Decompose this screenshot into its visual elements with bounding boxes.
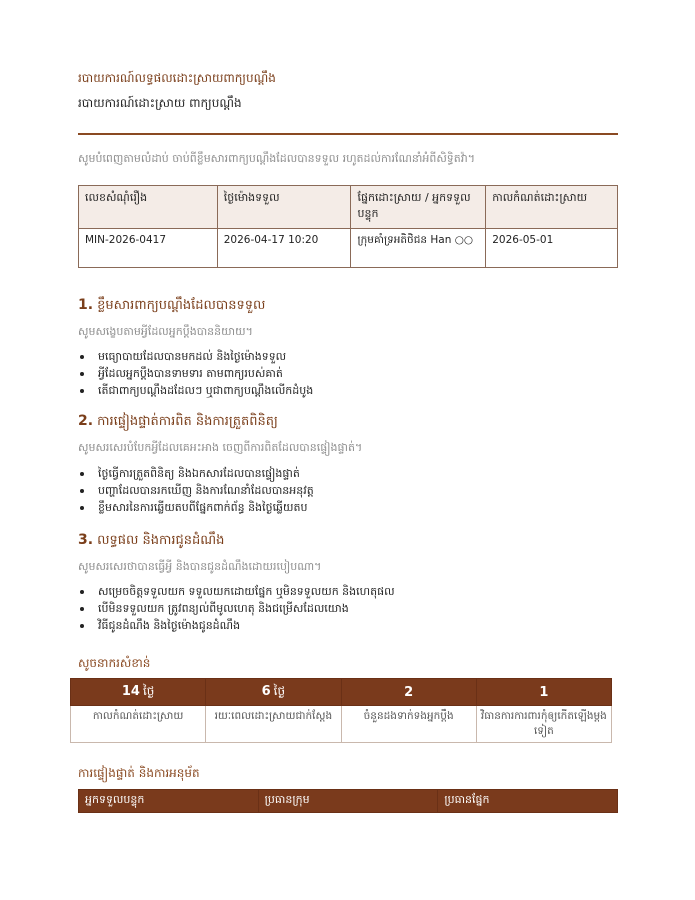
kpi-table xyxy=(70,678,612,743)
approval-department-head: ប្រធានផ្នែក xyxy=(438,790,618,813)
list-item: ខ្លឹមសារនៃការឆ្លើយតបពីផ្នែកពាក់ព័ន្ធ និងថ្ងៃឆ្លើយតប xyxy=(78,499,618,516)
document-subtitle: របាយការណ៍ដោះស្រាយ ពាក្យបណ្ដឹង xyxy=(78,96,242,110)
kpi-label: កាលកំណត់ដោះស្រាយ xyxy=(71,706,206,743)
section-3-title: លទ្ធផល និងការជូនដំណឹង xyxy=(97,533,225,548)
section-3-heading xyxy=(78,532,224,551)
section-3-list xyxy=(78,583,618,634)
case-info-row xyxy=(79,229,618,268)
kpi-value-cell xyxy=(341,679,476,706)
kpi-value-cell xyxy=(206,679,341,706)
header-received-datetime: ថ្ងៃម៉ោងទទួល xyxy=(217,186,351,229)
kpi-unit: ថ្ងៃ xyxy=(142,684,155,698)
kpi-unit: ថ្ងៃ xyxy=(273,684,286,698)
section-1-intro: សូមសង្ខេបតាមអ្វីដែលអ្នកប្ដឹងបាននិយាយ។ xyxy=(78,325,253,338)
kpi-label: ចំនួនដងទាក់ទងអ្នកប្ដឹង xyxy=(341,706,476,743)
section-3-intro: សូមសរសេរថាបានធ្វើអ្វី និងបានជូនដំណឹងដោយរបៀបណា។ xyxy=(78,560,322,573)
kpi-value-row xyxy=(71,679,612,706)
kpi-title: សូចនាករសំខាន់ xyxy=(78,656,151,670)
header-deadline: កាលកំណត់ដោះស្រាយ xyxy=(486,186,618,229)
case-info-header-row xyxy=(79,186,618,229)
handling-department: ក្រុមគាំទ្រអតិថិជន Han ○○ xyxy=(351,229,486,268)
list-item: បើមិនទទួលយក ត្រូវពន្យល់ពីមូលហេតុ និងជម្រើសដែលយោង xyxy=(78,600,618,617)
kpi-value: 14 xyxy=(121,684,140,699)
kpi-label-row xyxy=(71,706,612,743)
list-item: តើជាពាក្យបណ្ដឹងដដែលៗ ឬជាពាក្យបណ្ដឹងលើកដំបូង xyxy=(78,382,618,399)
header-handling-department: ផ្នែកដោះស្រាយ / អ្នកទទួលបន្ទុក xyxy=(351,186,486,229)
section-2-number: 2. xyxy=(78,413,94,429)
received-datetime: 2026-04-17 10:20 xyxy=(217,229,351,268)
list-item: បញ្ហាដែលបានរកឃើញ និងការណែនាំដែលបានអនុវត្ត xyxy=(78,482,618,499)
section-2-intro: សូមសរសេរបំបែកអ្វីដែលគេអះអាង ចេញពីការពិតដែលបានផ្ទៀងផ្ទាត់។ xyxy=(78,441,363,454)
kpi-value: 1 xyxy=(539,684,549,700)
section-3-number: 3. xyxy=(78,532,94,548)
approval-table xyxy=(78,789,618,813)
list-item: វិធីជូនដំណឹង និងថ្ងៃម៉ោងជូនដំណឹង xyxy=(78,617,618,634)
section-2-heading xyxy=(78,413,278,432)
list-item: ថ្ងៃធ្វើការត្រួតពិនិត្យ និងឯកសារដែលបានផ្ទៀងផ្ទាត់ xyxy=(78,465,618,482)
approval-title: ការផ្ទៀងផ្ទាត់ និងការអនុម័ត xyxy=(78,766,200,780)
intro-text: សូមបំពេញតាមលំដាប់ ចាប់ពីខ្លឹមសារពាក្យបណ្ដឹងដែលបានទទួល រហូតដល់ការណែនាំអំពីសិទ្ធិតវ៉ា។ xyxy=(78,152,475,165)
kpi-value: 6 xyxy=(261,684,271,699)
case-info-table xyxy=(78,185,618,268)
kpi-value-cell xyxy=(71,679,206,706)
section-1-number: 1. xyxy=(78,297,94,313)
section-1-title: ខ្លឹមសារពាក្យបណ្ដឹងដែលបានទទួល xyxy=(97,298,266,313)
section-2-list xyxy=(78,465,618,516)
approval-person-in-charge: អ្នកទទួលបន្ទុក xyxy=(79,790,259,813)
section-1-list xyxy=(78,348,618,399)
case-number: MIN-2026-0417 xyxy=(79,229,218,268)
section-2-title: ការផ្ទៀងផ្ទាត់ការពិត និងការត្រួតពិនិត្យ xyxy=(97,414,278,429)
header-divider xyxy=(78,133,618,135)
kpi-label: រយៈពេលដោះស្រាយជាក់ស្ដែង xyxy=(206,706,341,743)
list-item: អ្វីដែលអ្នកប្ដឹងបានទាមទារ តាមពាក្យរបស់គាត់ xyxy=(78,365,618,382)
list-item: មធ្យោបាយដែលបានមកដល់ និងថ្ងៃម៉ោងទទួល xyxy=(78,348,618,365)
deadline: 2026-05-01 xyxy=(486,229,618,268)
header-case-number: លេខសំណុំរឿង xyxy=(79,186,218,229)
kpi-label: វិធានការការពារកុំឲ្យកើតឡើងម្ដងទៀត xyxy=(476,706,611,743)
kpi-value: 2 xyxy=(404,684,414,700)
document-title: របាយការណ៍លទ្ធផលដោះស្រាយពាក្យបណ្ដឹង xyxy=(78,71,276,85)
kpi-value-cell xyxy=(476,679,611,706)
approval-header-row xyxy=(79,790,618,813)
section-1-heading xyxy=(78,297,265,316)
list-item: សម្រេចចិត្តទទួលយក ទទួលយកដោយផ្នែក ឬមិនទទួលយក និងហេតុផល xyxy=(78,583,618,600)
approval-team-lead: ប្រធានក្រុម xyxy=(258,790,438,813)
